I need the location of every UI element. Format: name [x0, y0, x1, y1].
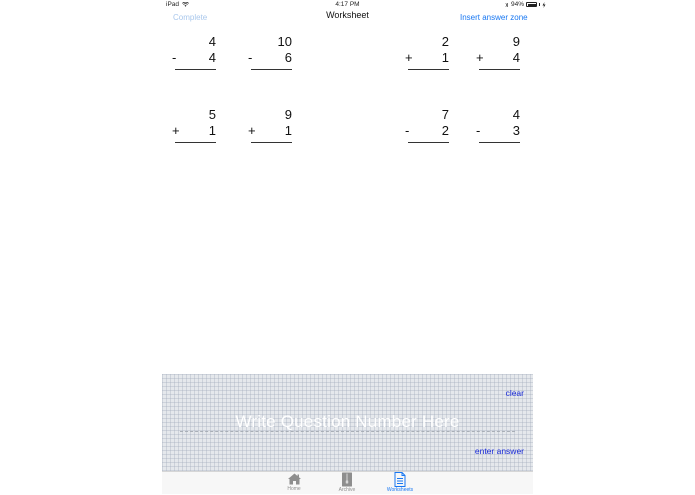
- battery-percent: 94%: [511, 1, 525, 8]
- write-question-number-placeholder: Write Question Number Here: [235, 412, 460, 431]
- problem-bottom-number: 4: [512, 50, 520, 65]
- tab-bar: [162, 471, 533, 494]
- problem-operator: -: [248, 50, 253, 65]
- problem-bottom-number: 6: [284, 50, 292, 65]
- battery-tip: [539, 3, 540, 6]
- document-icon: [394, 472, 406, 487]
- tab-archive[interactable]: [327, 472, 367, 495]
- answer-line: [479, 69, 520, 70]
- problem-operator: +: [405, 50, 413, 65]
- problem-bottom-number: 1: [208, 123, 216, 138]
- problem-bottom-number: 3: [512, 123, 520, 138]
- problem-top-number: 7: [441, 107, 449, 122]
- tab-worksheets-label: Worksheets: [386, 487, 414, 493]
- charging-icon: [542, 2, 546, 8]
- problem-bottom-number: 4: [208, 50, 216, 65]
- answer-line: [408, 69, 449, 70]
- problem-operator: -: [172, 50, 177, 65]
- problem-operator: +: [172, 123, 180, 138]
- answer-line: [175, 142, 216, 143]
- tab-worksheets[interactable]: [380, 472, 420, 495]
- bluetooth-icon: [505, 2, 509, 8]
- home-icon: [287, 472, 302, 486]
- enter-answer-button[interactable]: enter answer: [474, 446, 524, 456]
- device-name: iPad: [166, 1, 180, 8]
- problem-operator: -: [405, 123, 410, 138]
- problem-top-number: 2: [441, 34, 449, 49]
- archive-icon: [341, 472, 353, 487]
- status-bar: [0, 0, 695, 10]
- answer-line: [175, 69, 216, 70]
- insert-answer-zone-button[interactable]: Insert answer zone: [460, 13, 528, 22]
- problem-operator: -: [476, 123, 481, 138]
- problem-top-number: 4: [512, 107, 520, 122]
- clear-button[interactable]: clear: [505, 388, 524, 398]
- answer-line: [251, 69, 292, 70]
- answer-line: [479, 142, 520, 143]
- problem-bottom-number: 1: [441, 50, 449, 65]
- problem-top-number: 5: [208, 107, 216, 122]
- status-right: [505, 1, 546, 8]
- problem-bottom-number: 1: [284, 123, 292, 138]
- tab-home[interactable]: [274, 472, 314, 495]
- problem-top-number: 9: [512, 34, 520, 49]
- handwriting-input-panel[interactable]: [162, 374, 533, 471]
- status-time: 4:17 PM: [335, 1, 360, 8]
- writing-baseline: [180, 431, 515, 432]
- problem-bottom-number: 2: [441, 123, 449, 138]
- page-title: Worksheet: [326, 10, 369, 20]
- problem-top-number: 10: [277, 34, 292, 49]
- problem-operator: +: [248, 123, 256, 138]
- problem-operator: +: [476, 50, 484, 65]
- problem-top-number: 4: [208, 34, 216, 49]
- complete-button[interactable]: Complete: [173, 13, 208, 22]
- answer-line: [251, 142, 292, 143]
- problem-top-number: 9: [284, 107, 292, 122]
- answer-line: [408, 142, 449, 143]
- tab-home-label: Home: [287, 486, 301, 492]
- tab-archive-label: Archive: [338, 487, 356, 493]
- battery-icon: [526, 2, 537, 7]
